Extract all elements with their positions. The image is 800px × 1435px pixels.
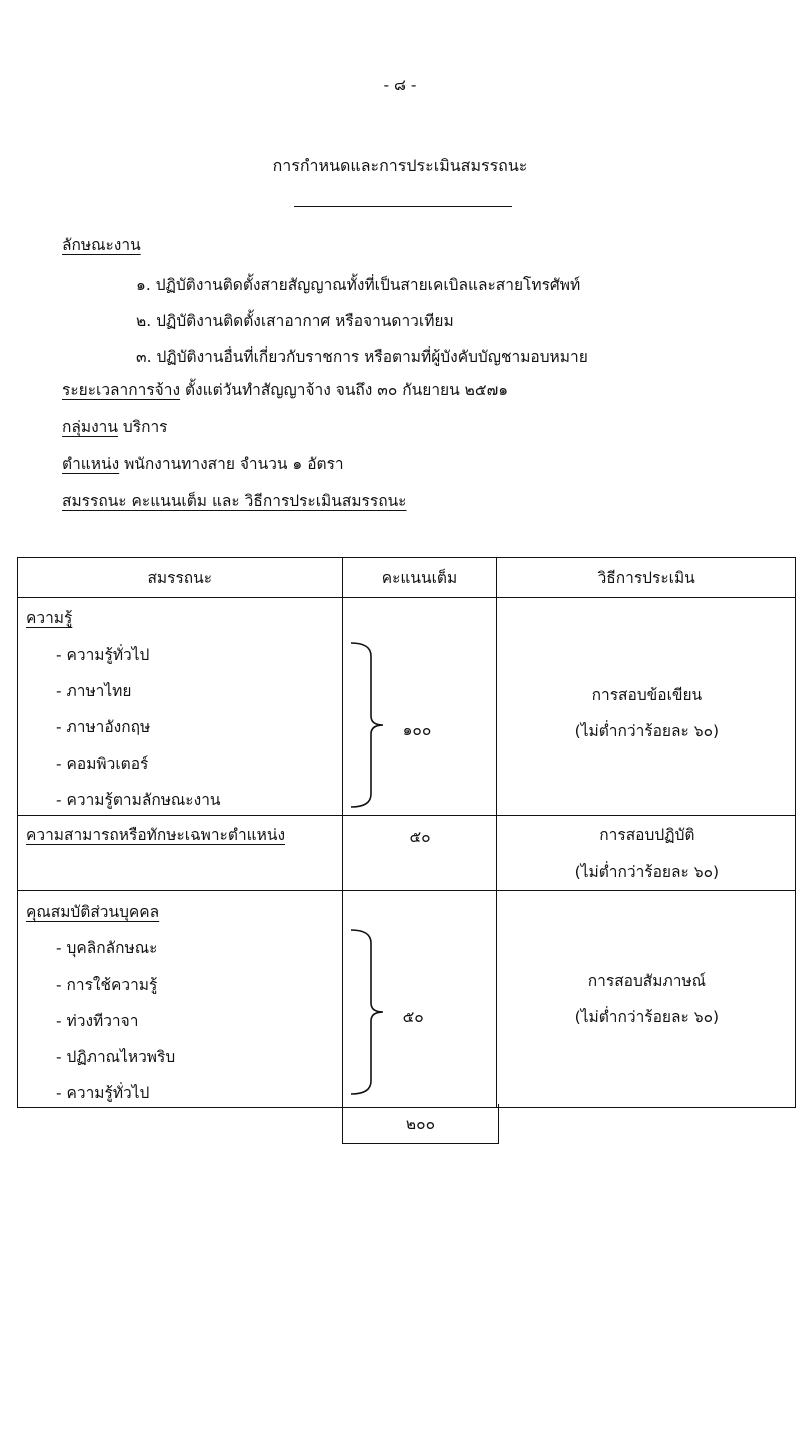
work-group (62, 420, 167, 436)
position (62, 457, 344, 473)
score-value: ๑๐๐ (402, 721, 432, 739)
header-competency: สมรรถนะ (18, 558, 343, 598)
employment-period-label: ระยะเวลาการจ้าง (62, 381, 181, 399)
competency-table (17, 557, 796, 1108)
competency-title: คุณสมบัติส่วนบุคคล (26, 903, 160, 921)
table-row (18, 816, 796, 891)
table-heading: สมรรถนะ คะแนนเต็ม และ วิธีการประเมินสมรรถนะ (62, 492, 407, 510)
job-nature-item: ๒. ปฏิบัติงานติดตั้งเสาอากาศ หรือจานดาวเทียม (136, 312, 454, 330)
page-title: การกำหนดและการประเมินสมรรถนะ (272, 156, 528, 175)
job-nature-heading: ลักษณะงาน (62, 236, 141, 254)
work-group-value: บริการ (122, 418, 168, 436)
competency-title: ความสามารถหรือทักษะเฉพาะตำแหน่ง (26, 826, 286, 844)
table-row (18, 891, 796, 1108)
employment-period-value: ตั้งแต่วันทำสัญญาจ้าง จนถึง ๓๐ กันยายน ๒๕๗๑ (184, 381, 509, 399)
competency-title: ความรู้ (26, 609, 73, 627)
employment-period (62, 383, 508, 399)
competency-item: - คอมพิวเตอร์ (56, 755, 149, 773)
competency-item: - ปฏิภาณไหวพริบ (56, 1048, 176, 1066)
table-row (18, 598, 796, 816)
competency-cell (18, 816, 343, 891)
competency-item: - ภาษาอังกฤษ (56, 718, 151, 736)
competency-item: - ความรู้ตามลักษณะงาน (56, 791, 221, 809)
score-cell (342, 891, 497, 1108)
method-criterion: (ไม่ต่ำกว่าร้อยละ ๖๐) (574, 863, 720, 881)
competency-item: - ท่วงทีวาจา (56, 1012, 139, 1030)
job-nature-item: ๑. ปฏิบัติงานติดตั้งสายสัญญาณทั้งที่เป็นสายเคเบิลและสายโทรศัพท์ (136, 276, 581, 294)
score-cell (342, 598, 497, 816)
competency-cell (18, 891, 343, 1108)
competency-cell (18, 598, 343, 816)
job-nature-item: ๓. ปฏิบัติงานอื่นที่เกี่ยวกับราชการ หรือตามที่ผู้บังคับบัญชามอบหมาย (136, 348, 588, 366)
total-score: ๒๐๐ (342, 1104, 499, 1144)
competency-item: - ความรู้ทั่วไป (56, 1084, 150, 1102)
score-value: ๕๐ (402, 1008, 424, 1026)
title-underline (294, 206, 512, 207)
method-criterion: (ไม่ต่ำกว่าร้อยละ ๖๐) (574, 1008, 720, 1026)
competency-item: - บุคลิกลักษณะ (56, 939, 158, 957)
table-header-row (18, 558, 796, 598)
method-name: การสอบสัมภาษณ์ (587, 972, 706, 990)
position-value: พนักงานทางสาย จำนวน ๑ อัตรา (124, 455, 344, 473)
method-cell (497, 891, 796, 1108)
method-name: การสอบข้อเขียน (591, 686, 703, 704)
header-method: วิธีการประเมิน (497, 558, 796, 598)
method-cell (497, 598, 796, 816)
header-full-score: คะแนนเต็ม (342, 558, 497, 598)
score-cell (342, 816, 497, 891)
work-group-label: กลุ่มงาน (62, 418, 118, 436)
position-label: ตำแหน่ง (62, 455, 120, 473)
method-name: การสอบปฏิบัติ (599, 826, 695, 844)
right-brace-icon (347, 640, 385, 810)
competency-item: - ความรู้ทั่วไป (56, 646, 150, 664)
method-criterion: (ไม่ต่ำกว่าร้อยละ ๖๐) (574, 722, 720, 740)
method-cell (497, 816, 796, 891)
right-brace-icon (347, 927, 385, 1097)
score-value: ๕๐ (409, 828, 431, 846)
competency-item: - ภาษาไทย (56, 682, 132, 700)
page-number: - ๘ - (383, 76, 417, 94)
competency-item: - การใช้ความรู้ (56, 976, 158, 994)
